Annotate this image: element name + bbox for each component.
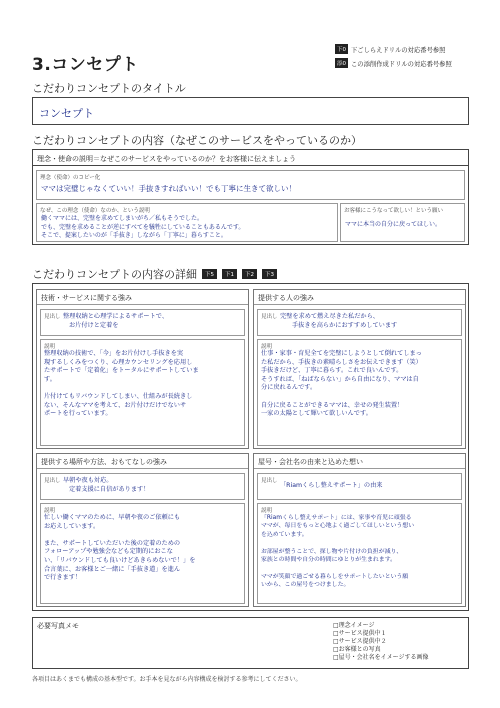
legend-tag: 添0 [335,58,348,68]
detail-label-text: こだわりコンセプトの内容の詳細 [32,268,197,281]
heading-label: 見出し [44,314,61,320]
legend-text: 下ごしらえドリルの対応番号参照 [351,46,446,54]
strengths-header: 技術・サービスに関する強み [37,290,248,305]
page-title: 3.コンセプト [32,55,139,75]
place-cell [36,453,249,607]
text-line: また、サポートしていただいた後の定着のための [44,539,181,547]
section-label-detail [32,266,277,282]
text-line: 片付けてもリバウンドしてしまい、仕組みが長続きし [44,392,193,400]
heading-label: 見出し [261,314,278,320]
text-line: 完璧を求めて燃え尽きた私だから、 [280,313,379,320]
text-line [261,539,414,547]
text-line: 現するしくみをつくり、心理カウンセリングを応用し [44,358,193,366]
place-heading-field[interactable] [40,473,245,500]
text-line: 一家の太陽として輝いて欲しいんです。 [261,410,372,418]
company-name-heading-text [280,482,382,491]
text-line: ママが、毎日をもっと心地よく過ごしてほしいという想い [261,523,415,530]
section-label-title: こだわりコンセプトのタイトル [32,82,186,95]
heading-label: 見出し [261,478,278,484]
concept-content-box [32,149,469,245]
provider-desc-text [261,350,422,419]
strengths-desc-field[interactable] [40,339,245,446]
strengths-heading-field[interactable] [40,309,245,336]
text-line: 自分に戻ることができるママは、幸せの発生装置！ [261,401,404,409]
concept-detail-box [32,283,469,611]
legend-item [335,44,445,54]
section-label-content: こだわりコンセプトの内容（なぜこのサービスをやっているのか） [32,134,362,147]
company-name-desc-field[interactable] [257,503,462,604]
provider-header: 提供する人の強み [254,290,465,305]
text-line: そうすれば、「ねばならない」から自由になり、ママは自 [261,375,419,383]
text-line [44,531,195,540]
text-line: そこで、提案したいのが「手抜き」しながら「丁寧に」暮らすこと。 [41,232,227,239]
concept-title-value: コンセプト [39,107,94,120]
checklist-item[interactable]: □サービス提供中２ [333,638,387,645]
concept-content-header: 理念・使命の説明＝なぜこのサービスをやっているのか？をお客様に伝えましょう [33,150,468,166]
ref-tag: 下5 [202,269,217,279]
mission-reason-text [41,215,244,241]
text-line [261,564,414,572]
text-line: い、「リバウンドしても良いけどあきらめないで！」を [44,556,196,564]
text-line: 早朝や夜も対応。 [63,477,113,484]
customer-wish-text: ママに本当の自分に戻ってほしい。 [345,221,442,228]
text-line: た私だから、手抜きの素晴らしさをお伝えできます（笑） [261,358,422,366]
text-line: を込めています。 [261,531,308,538]
strengths-cell [36,289,249,449]
text-line: いから、この屋号をつけました。 [261,582,350,589]
legend-item [335,58,452,68]
company-name-header: 屋号・会社名の由来と込めた想い [254,454,465,469]
desc-label: 説明 [261,508,273,514]
photo-memo-box[interactable] [32,617,469,669]
text-line: たサポートで「定着化」をトータルにサポートしていま [44,367,199,375]
mission-copy-field[interactable] [36,170,465,200]
text-line: 働くママには、完璧を求めてしまいがち／私もそうでした。 [41,215,204,222]
text-line: 手抜きを高らかにおすすめしています [292,321,398,329]
text-line: お片付けと定着を [69,321,119,329]
text-line: ない、そんなママを考えて、お片付けだけでないサ [44,401,187,409]
ref-tag: 下1 [222,269,237,279]
footnote: 各項目はあくまでも構成の基本型です。お手本を見ながら内容構成を検討する参考にしてください。 [32,676,302,683]
mission-copy-label: 理念（使命）のコピー化 [40,175,101,181]
checklist-item[interactable]: □サービス提供中１ [333,630,387,637]
ref-tag: 下3 [262,269,277,279]
text-line: フォローアップや勉強会なども定期的におこな [44,548,173,556]
text-line: 家族との時間や自分の時間にゆとりが生まれます。 [261,557,397,564]
text-line: ポートを行っています。 [44,410,112,418]
text-line: 仕事・家事・育児全てを完璧にしようとして倒れてしまっ [261,350,422,357]
checklist-item[interactable]: □理念イメージ [333,622,375,629]
text-line [261,393,422,402]
text-line: お部屋が整うことで、探し物や片付けの負担が減り、 [261,548,403,555]
text-line: 整理収納の技術で、「今」をお片付けし手抜きを実 [44,350,184,357]
desc-label: 説明 [261,344,273,350]
company-name-cell [253,453,466,607]
photo-memo-label: 必要写真メモ [37,622,79,630]
provider-heading-text [280,313,397,330]
text-line: 「Riamくらし整えサポート」の由来 [280,482,383,489]
customer-wish-field[interactable] [340,203,465,242]
text-line: 分に戻れるんです。 [261,384,317,392]
place-header: 提供する場所や方法、おもてなしの強み [37,454,248,469]
mission-copy-text: ママは完璧じゃなくていい！手抜きすればいい！でも丁寧に生きて欲しい！ [41,184,296,193]
text-line: 手抜きだけど、丁寧に暮らす。これで良いんです。 [261,367,403,375]
company-name-heading-field[interactable] [257,473,462,500]
text-line: 忙しい働くママのために、早朝や夜のご依頼にも [44,514,181,521]
customer-wish-label: お客様にこうなって欲しい！という願い [344,208,444,214]
concept-title-field[interactable] [32,97,469,125]
text-line: 「Riamくらし整えサポート」には、家事や育児に頑張る [261,515,412,521]
desc-label: 説明 [44,508,56,514]
place-desc-field[interactable] [40,503,245,604]
mission-reason-field[interactable] [36,203,338,242]
provider-cell [253,289,466,449]
checklist-item[interactable]: □お客様との写真 [333,646,381,653]
desc-label: 説明 [44,344,56,350]
text-line: お応えしています。 [44,522,100,530]
place-heading-text [63,477,149,494]
text-line: で行きます！ [44,574,82,582]
strengths-desc-text [44,350,199,419]
text-line: 合言葉に、お客様とご一緒に「手抜き道」を進ん [44,565,181,573]
ref-tag: 下2 [242,269,257,279]
checklist-item[interactable]: □屋号・会社名をイメージする画像 [333,654,429,661]
legend-text: この添削作成ドリルの対応番号参照 [351,60,452,68]
strengths-heading-text [63,313,168,330]
provider-heading-field[interactable] [257,309,462,336]
text-line: 定着支援に自信があります！ [69,485,150,493]
text-line: でも、完璧を求めることが逆にすべてを犠牲にしていることもあるんです。 [41,223,245,231]
text-line: ママが笑顔で過ごせる暮らしをサポートしたいという願 [261,573,409,580]
mission-reason-label: なぜ、この理念（使命）なのか、という説明 [40,208,150,214]
text-line [44,384,199,393]
provider-desc-field[interactable] [257,339,462,446]
text-line: す。 [44,375,56,383]
heading-label: 見出し [44,478,61,484]
photo-checklist [333,622,429,662]
company-name-desc-text [261,514,414,590]
text-line: 整理収納と心理学によるサポートで、 [63,313,169,320]
legend-tag: 下0 [335,44,348,54]
place-desc-text [44,514,195,583]
